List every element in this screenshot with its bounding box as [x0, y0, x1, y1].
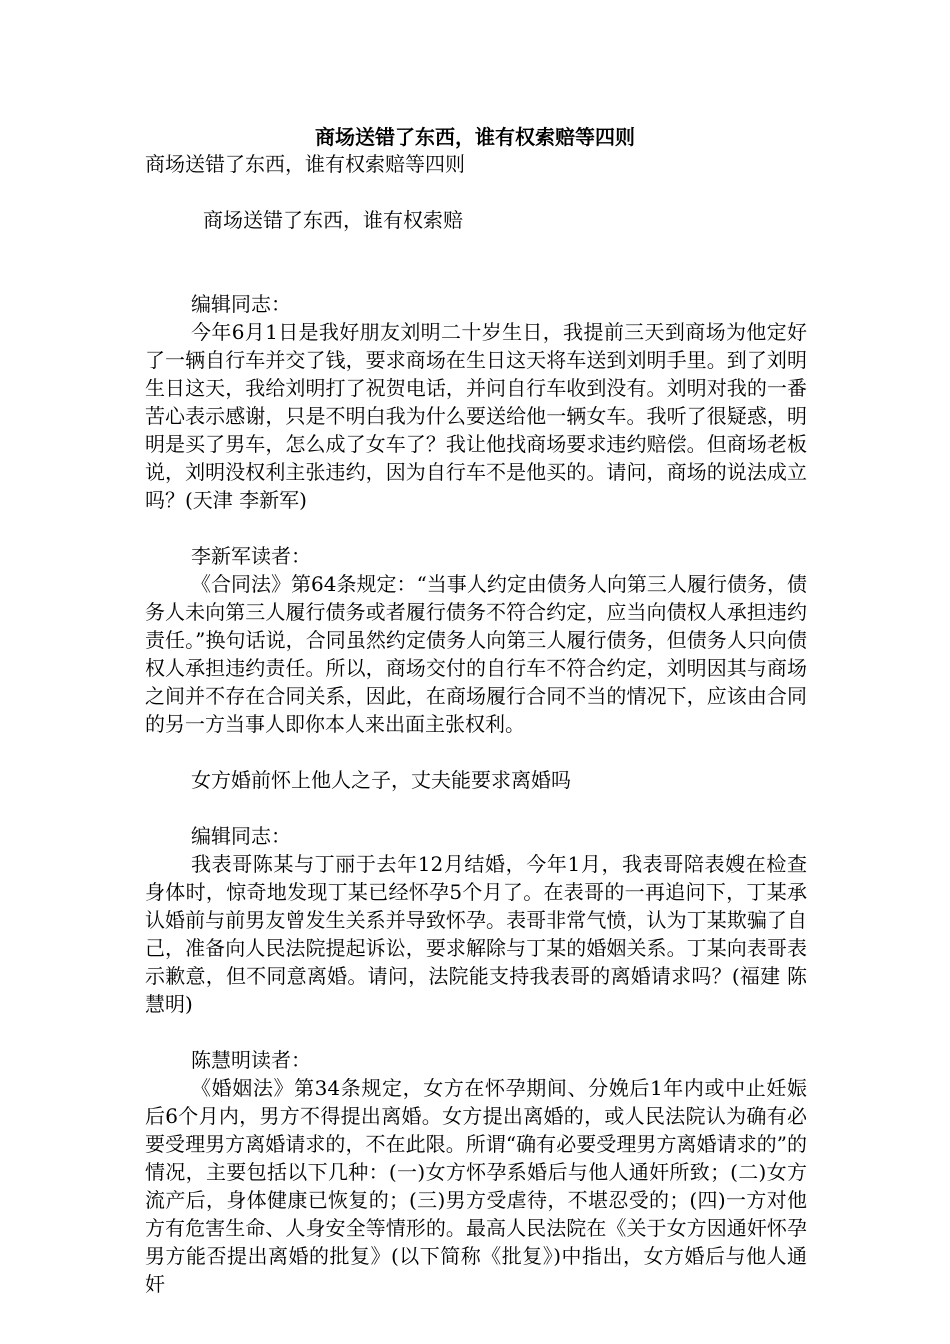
section-2-letter-salutation: 编辑同志：: [191, 824, 291, 848]
section-1-reply-body: 《合同法》第64条规定：“当事人约定由债务人向第三人履行债务，债务人未向第三人履行债务或者履行债务不符合约定，应当向债权人承担违约责任。”换句话说，合同虽然约定债务人向第三人履行债务，但债务人只向债权人承担违约责任。所以，商场交付的自行车不符合约定，刘明因其与商场之间并不存在合同关系，因此，在商场履行合同不当的情况下，应该由合同的另一方当事人即你本人来出面主张权利。: [145, 572, 807, 736]
repeat-title: 商场送错了东西，谁有权索赔等四则: [145, 152, 465, 176]
section-1-letter-body: 今年6月1日是我好朋友刘明二十岁生日，我提前三天到商场为他定好了一辆自行车并交了钱，要求商场在生日这天将车送到刘明手里。到了刘明生日这天，我给刘明打了祝贺电话，并问自行车收到没有。刘明对我的一番苦心表示感谢，只是不明白我为什么要送给他一辆女车。我听了很疑惑，明明是买了男车，怎么成了女车了？我让他找商场要求违约赔偿。但商场老板说，刘明没权利主张违约，因为自行车不是他买的。请问，商场的说法成立吗？(天津 李新军): [145, 320, 807, 512]
section-2-heading: 女方婚前怀上他人之子，丈夫能要求离婚吗: [191, 768, 571, 792]
section-2-reply-salutation: 陈慧明读者：: [191, 1048, 311, 1072]
document-title: 商场送错了东西，谁有权索赔等四则: [315, 125, 635, 149]
section-2-reply-body: 《婚姻法》第34条规定，女方在怀孕期间、分娩后1年内或中止妊娠后6个月内，男方不得提出离婚。女方提出离婚的，或人民法院认为确有必要受理男方离婚请求的，不在此限。所谓“确有必要受理男方离婚请求的”的情况，主要包括以下几种：(一)女方怀孕系婚后与他人通奸所致；(二)女方流产后，身体健康已恢复的；(三)男方受虐待，不堪忍受的；(四)一方对他方有危害生命、人身安全等情形的。最高人民法院在《关于女方因通奸怀孕男方能否提出离婚的批复》(以下简称《批复》)中指出，女方婚后与他人通奸: [145, 1076, 807, 1296]
section-1-letter-salutation: 编辑同志：: [191, 292, 291, 316]
section-1-reply-salutation: 李新军读者：: [191, 544, 311, 568]
document-body: [145, 150, 807, 1298]
section-1-heading: 商场送错了东西，谁有权索赔: [203, 208, 463, 232]
section-2-letter-body: 我表哥陈某与丁丽于去年12月结婚，今年1月，我表哥陪表嫂在检查身体时，惊奇地发现丁某已经怀孕5个月了。在表哥的一再追问下，丁某承认婚前与前男友曾发生关系并导致怀孕。表哥非常气愤，认为丁某欺骗了自己，准备向人民法院提起诉讼，要求解除与丁某的婚姻关系。丁某向表哥表示歉意，但不同意离婚。请问，法院能支持我表哥的离婚请求吗？(福建 陈慧明): [145, 852, 807, 1016]
